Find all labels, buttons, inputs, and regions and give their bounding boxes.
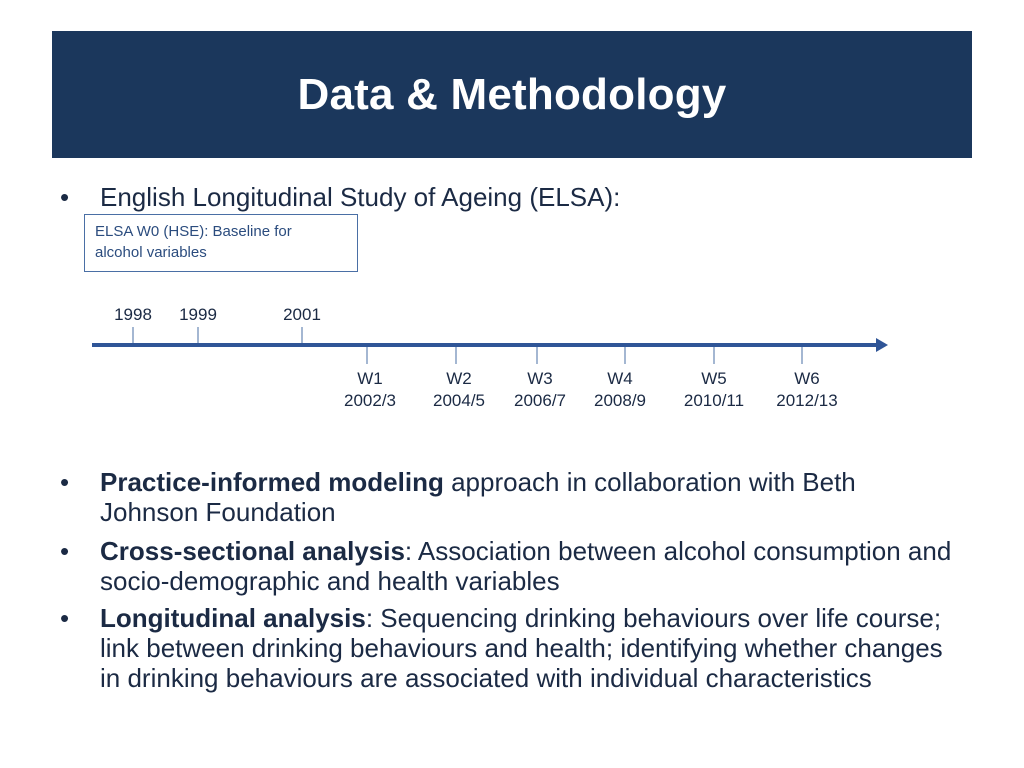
wave-name: W2: [446, 369, 472, 388]
wave-period: 2012/13: [776, 391, 838, 410]
wave-label-w4: [582, 368, 658, 412]
wave-period: 2004/5: [433, 391, 485, 410]
year-label-2001: 2001: [283, 305, 321, 324]
bullet-bold: Cross-sectional analysis: [100, 536, 405, 566]
timeline-arrowhead: [876, 338, 888, 352]
wave-label-w1: [332, 368, 408, 412]
bullet-text: [100, 536, 960, 596]
wave-label-w3: [502, 368, 578, 412]
year-label-1998: 1998: [114, 305, 152, 324]
wave-label-w5: [671, 368, 757, 412]
bullet-marker: •: [60, 603, 70, 633]
wave-label-w2: [421, 368, 497, 412]
wave-label-w6: [764, 368, 850, 412]
elsa-box-line1: ELSA W0 (HSE): Baseline for: [95, 223, 292, 240]
bullet-bold: Practice-informed modeling: [100, 467, 444, 497]
bullet-marker: •: [60, 182, 70, 212]
year-label-1999: 1999: [179, 305, 217, 324]
bullet-bold: Longitudinal analysis: [100, 603, 366, 633]
bullet-text: [100, 467, 960, 527]
bullet-marker: •: [60, 536, 70, 566]
wave-name: W4: [607, 369, 633, 388]
bullet-practice-modeling: [60, 467, 960, 527]
wave-period: 2002/3: [344, 391, 396, 410]
slide-title: Data & Methodology: [297, 69, 727, 119]
elsa-box-line2: alcohol variables: [95, 244, 207, 261]
wave-period: 2010/11: [683, 391, 745, 410]
wave-period: 2008/9: [594, 391, 646, 410]
bullet-rest: : Sequencing drinking behaviours over life course; link between drinking behaviours and health; identifying whether changes in drinking behaviours are associated with individual characteristics: [100, 603, 943, 693]
bullet-rest: approach in collaboration with Beth Johnson Foundation: [100, 467, 856, 527]
bullet-marker: •: [60, 467, 70, 497]
bullet-longitudinal: [60, 603, 960, 693]
bullet-rest: : Association between alcohol consumption and socio-demographic and health variables: [100, 536, 952, 596]
wave-name: W6: [794, 369, 820, 388]
bullet-cross-sectional: [60, 536, 960, 596]
bullet-text: [100, 603, 960, 693]
wave-name: W3: [527, 369, 553, 388]
wave-period: 2006/7: [514, 391, 566, 410]
wave-name: W1: [357, 369, 383, 388]
wave-name: W5: [701, 369, 727, 388]
bullet-elsa-text: English Longitudinal Study of Ageing (ELSA):: [100, 182, 621, 212]
